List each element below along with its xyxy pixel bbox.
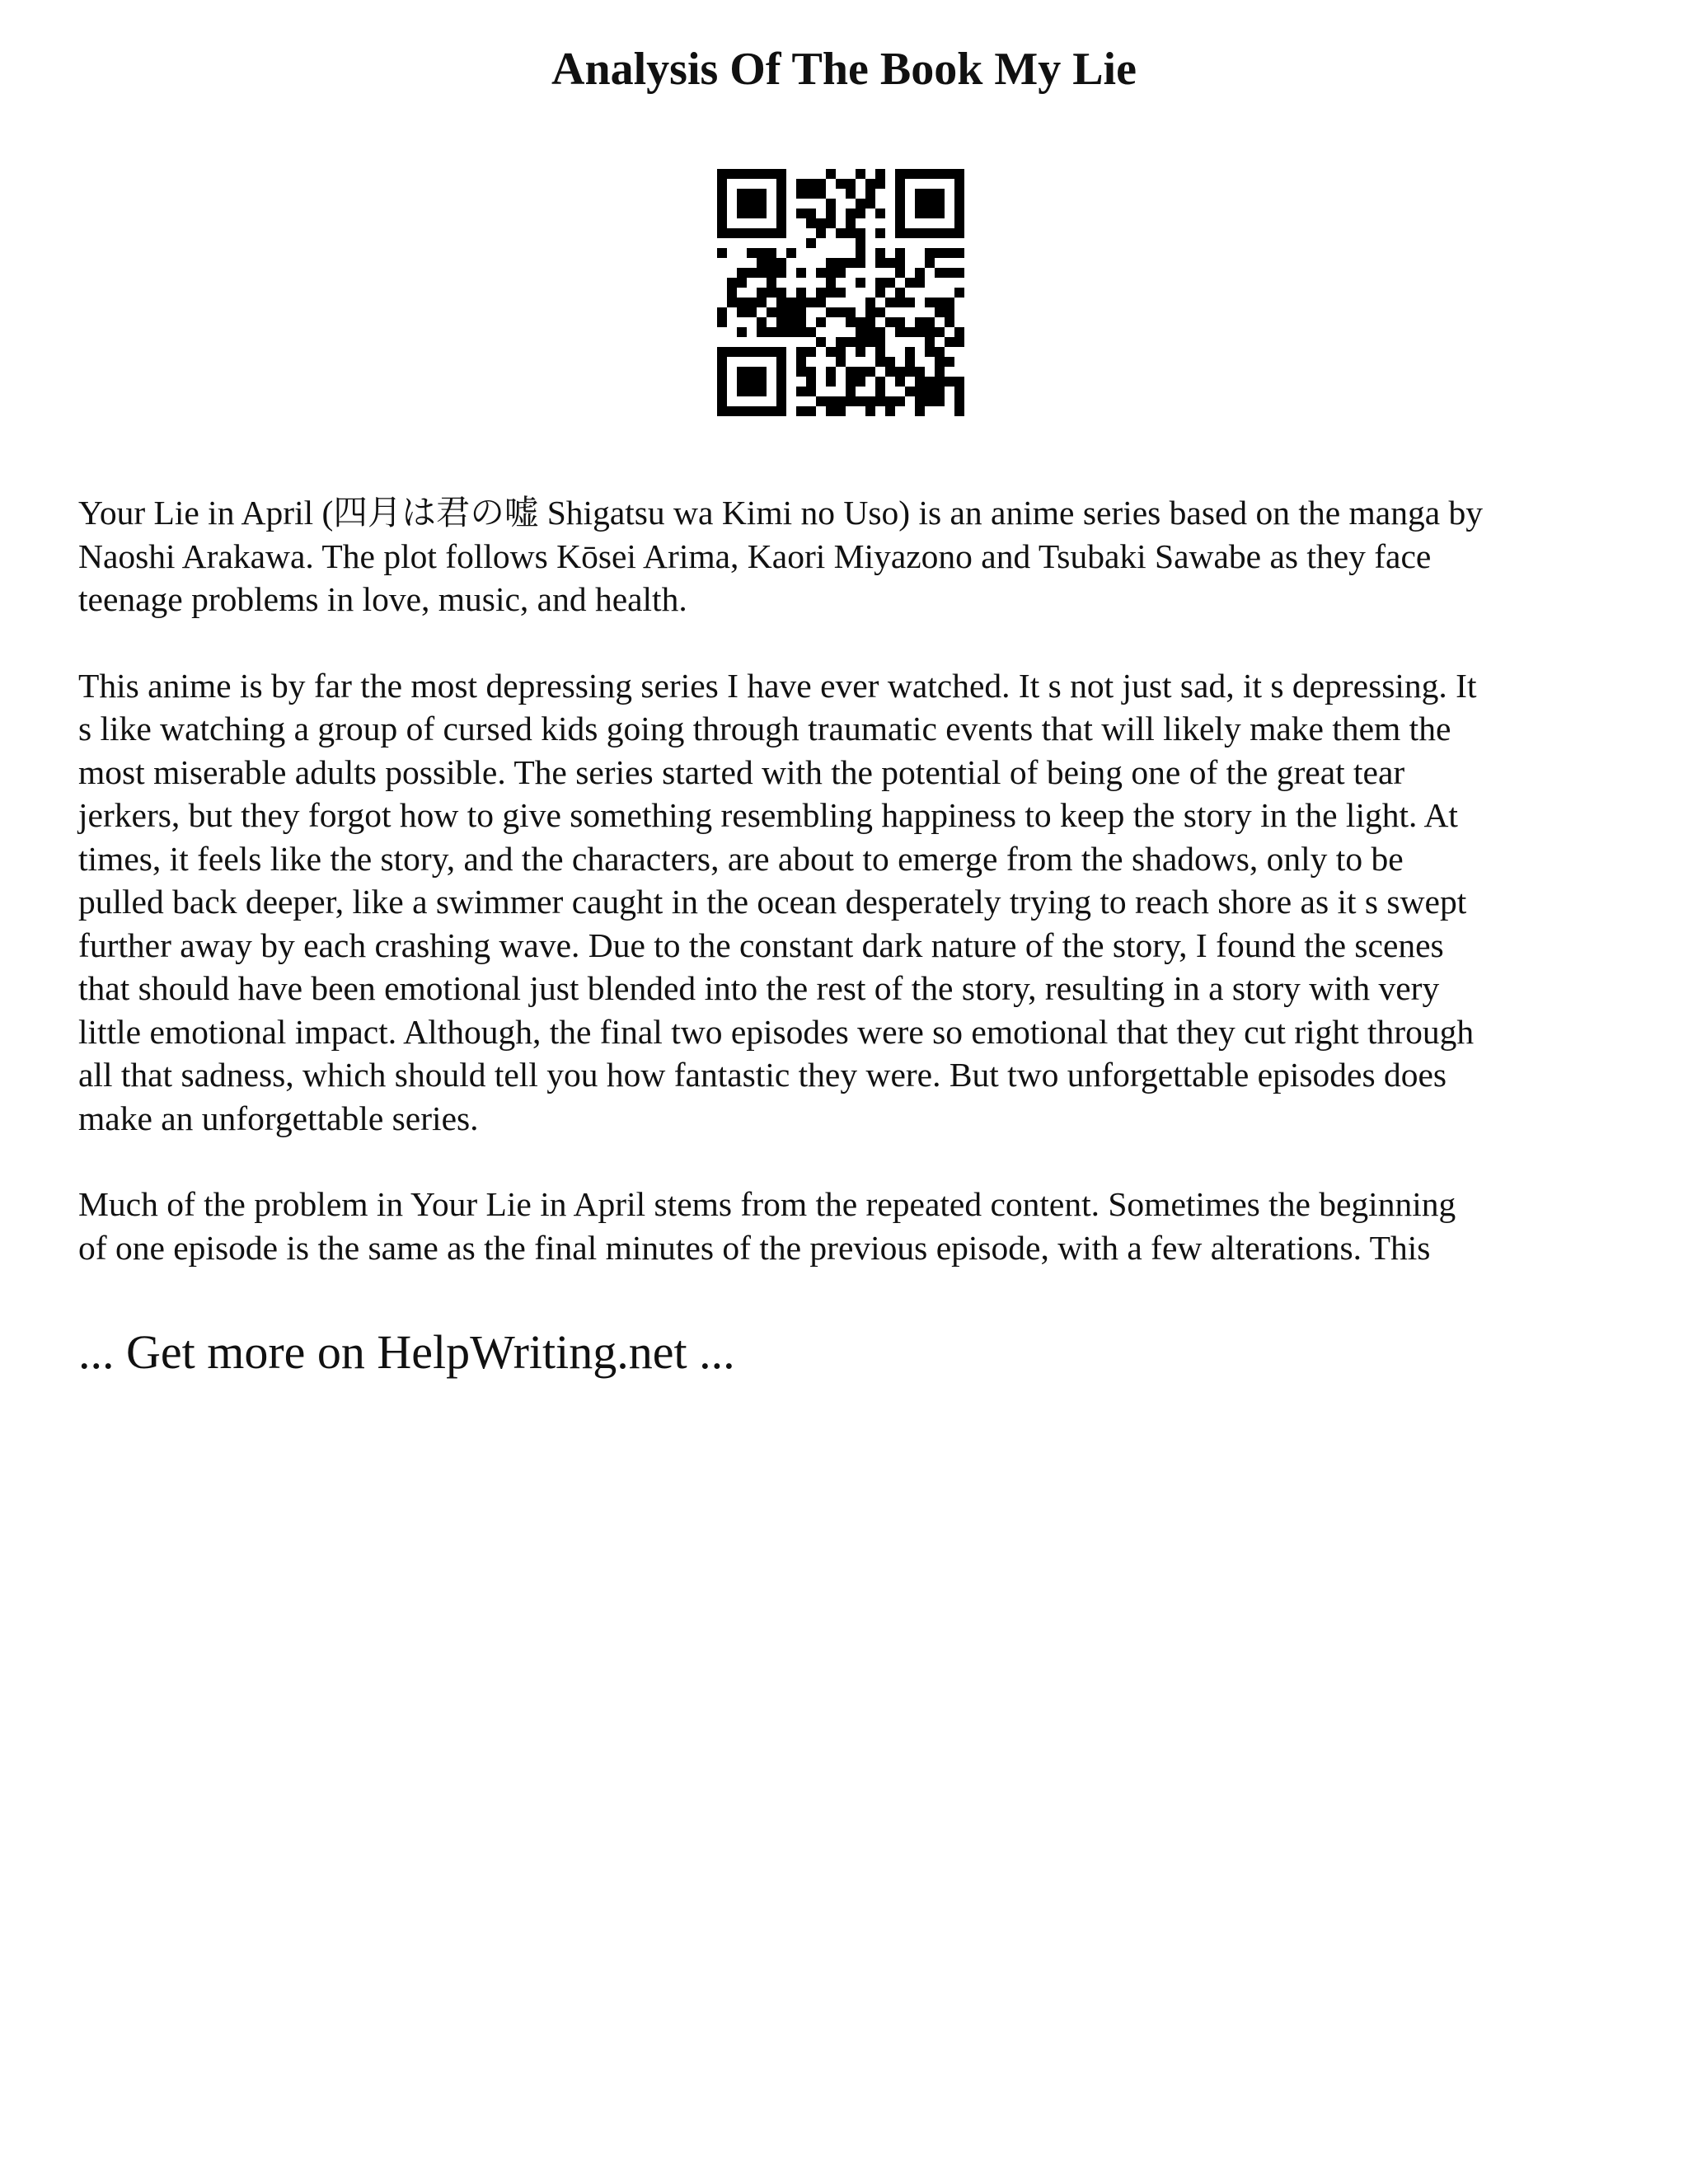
text-line: most miserable adults possible. The series started with the potential of being one of the great tear <box>78 752 1405 791</box>
text-line: Your Lie in April (四月は君の嘘 Shigatsu wa Kimi no Uso) is an anime series based on the manga by <box>78 494 1483 532</box>
text-line: that should have been emotional just blended into the rest of the story, resulting in a story with very <box>78 969 1440 1007</box>
article-body <box>78 491 1628 1312</box>
text-line: pulled back deeper, like a swimmer caught in the ocean desperately trying to reach shore as it s swept <box>78 883 1467 921</box>
text-line: little emotional impact. Although, the final two episodes were so emotional that they cut right through <box>78 1012 1475 1051</box>
text-line: Naoshi Arakawa. The plot follows Kōsei Arima, Kaori Miyazono and Tsubaki Sawabe as they face <box>78 537 1432 575</box>
qr-code-icon <box>717 169 964 416</box>
page-title: Analysis Of The Book My Lie <box>551 44 1137 95</box>
text-line: all that sadness, which should tell you how fantastic they were. But two unforgettable episodes does <box>78 1056 1447 1094</box>
get-more-link[interactable]: ... Get more on HelpWriting.net ... <box>78 1325 735 1379</box>
text-line: teenage problems in love, music, and health. <box>78 580 687 618</box>
paragraph-problem <box>78 1183 1628 1269</box>
text-line: Much of the problem in Your Lie in April stems from the repeated content. Sometimes the beginning <box>78 1185 1456 1223</box>
text-line: jerkers, but they forgot how to give something resembling happiness to keep the story in the light. At <box>78 796 1458 834</box>
paragraph-intro <box>78 491 1628 621</box>
text-line: s like watching a group of cursed kids going through traumatic events that will likely make them the <box>78 710 1451 748</box>
text-line: times, it feels like the story, and the characters, are about to emerge from the shadows, only to be <box>78 839 1404 878</box>
paragraph-review <box>78 664 1628 1141</box>
text-line: further away by each crashing wave. Due to the constant dark nature of the story, I found the scenes <box>78 926 1444 964</box>
text-line: make an unforgettable series. <box>78 1099 479 1137</box>
text-line: This anime is by far the most depressing series I have ever watched. It s not just sad, it s depressing. It <box>78 666 1477 705</box>
text-line: of one episode is the same as the final minutes of the previous episode, with a few alterations. This <box>78 1228 1431 1267</box>
